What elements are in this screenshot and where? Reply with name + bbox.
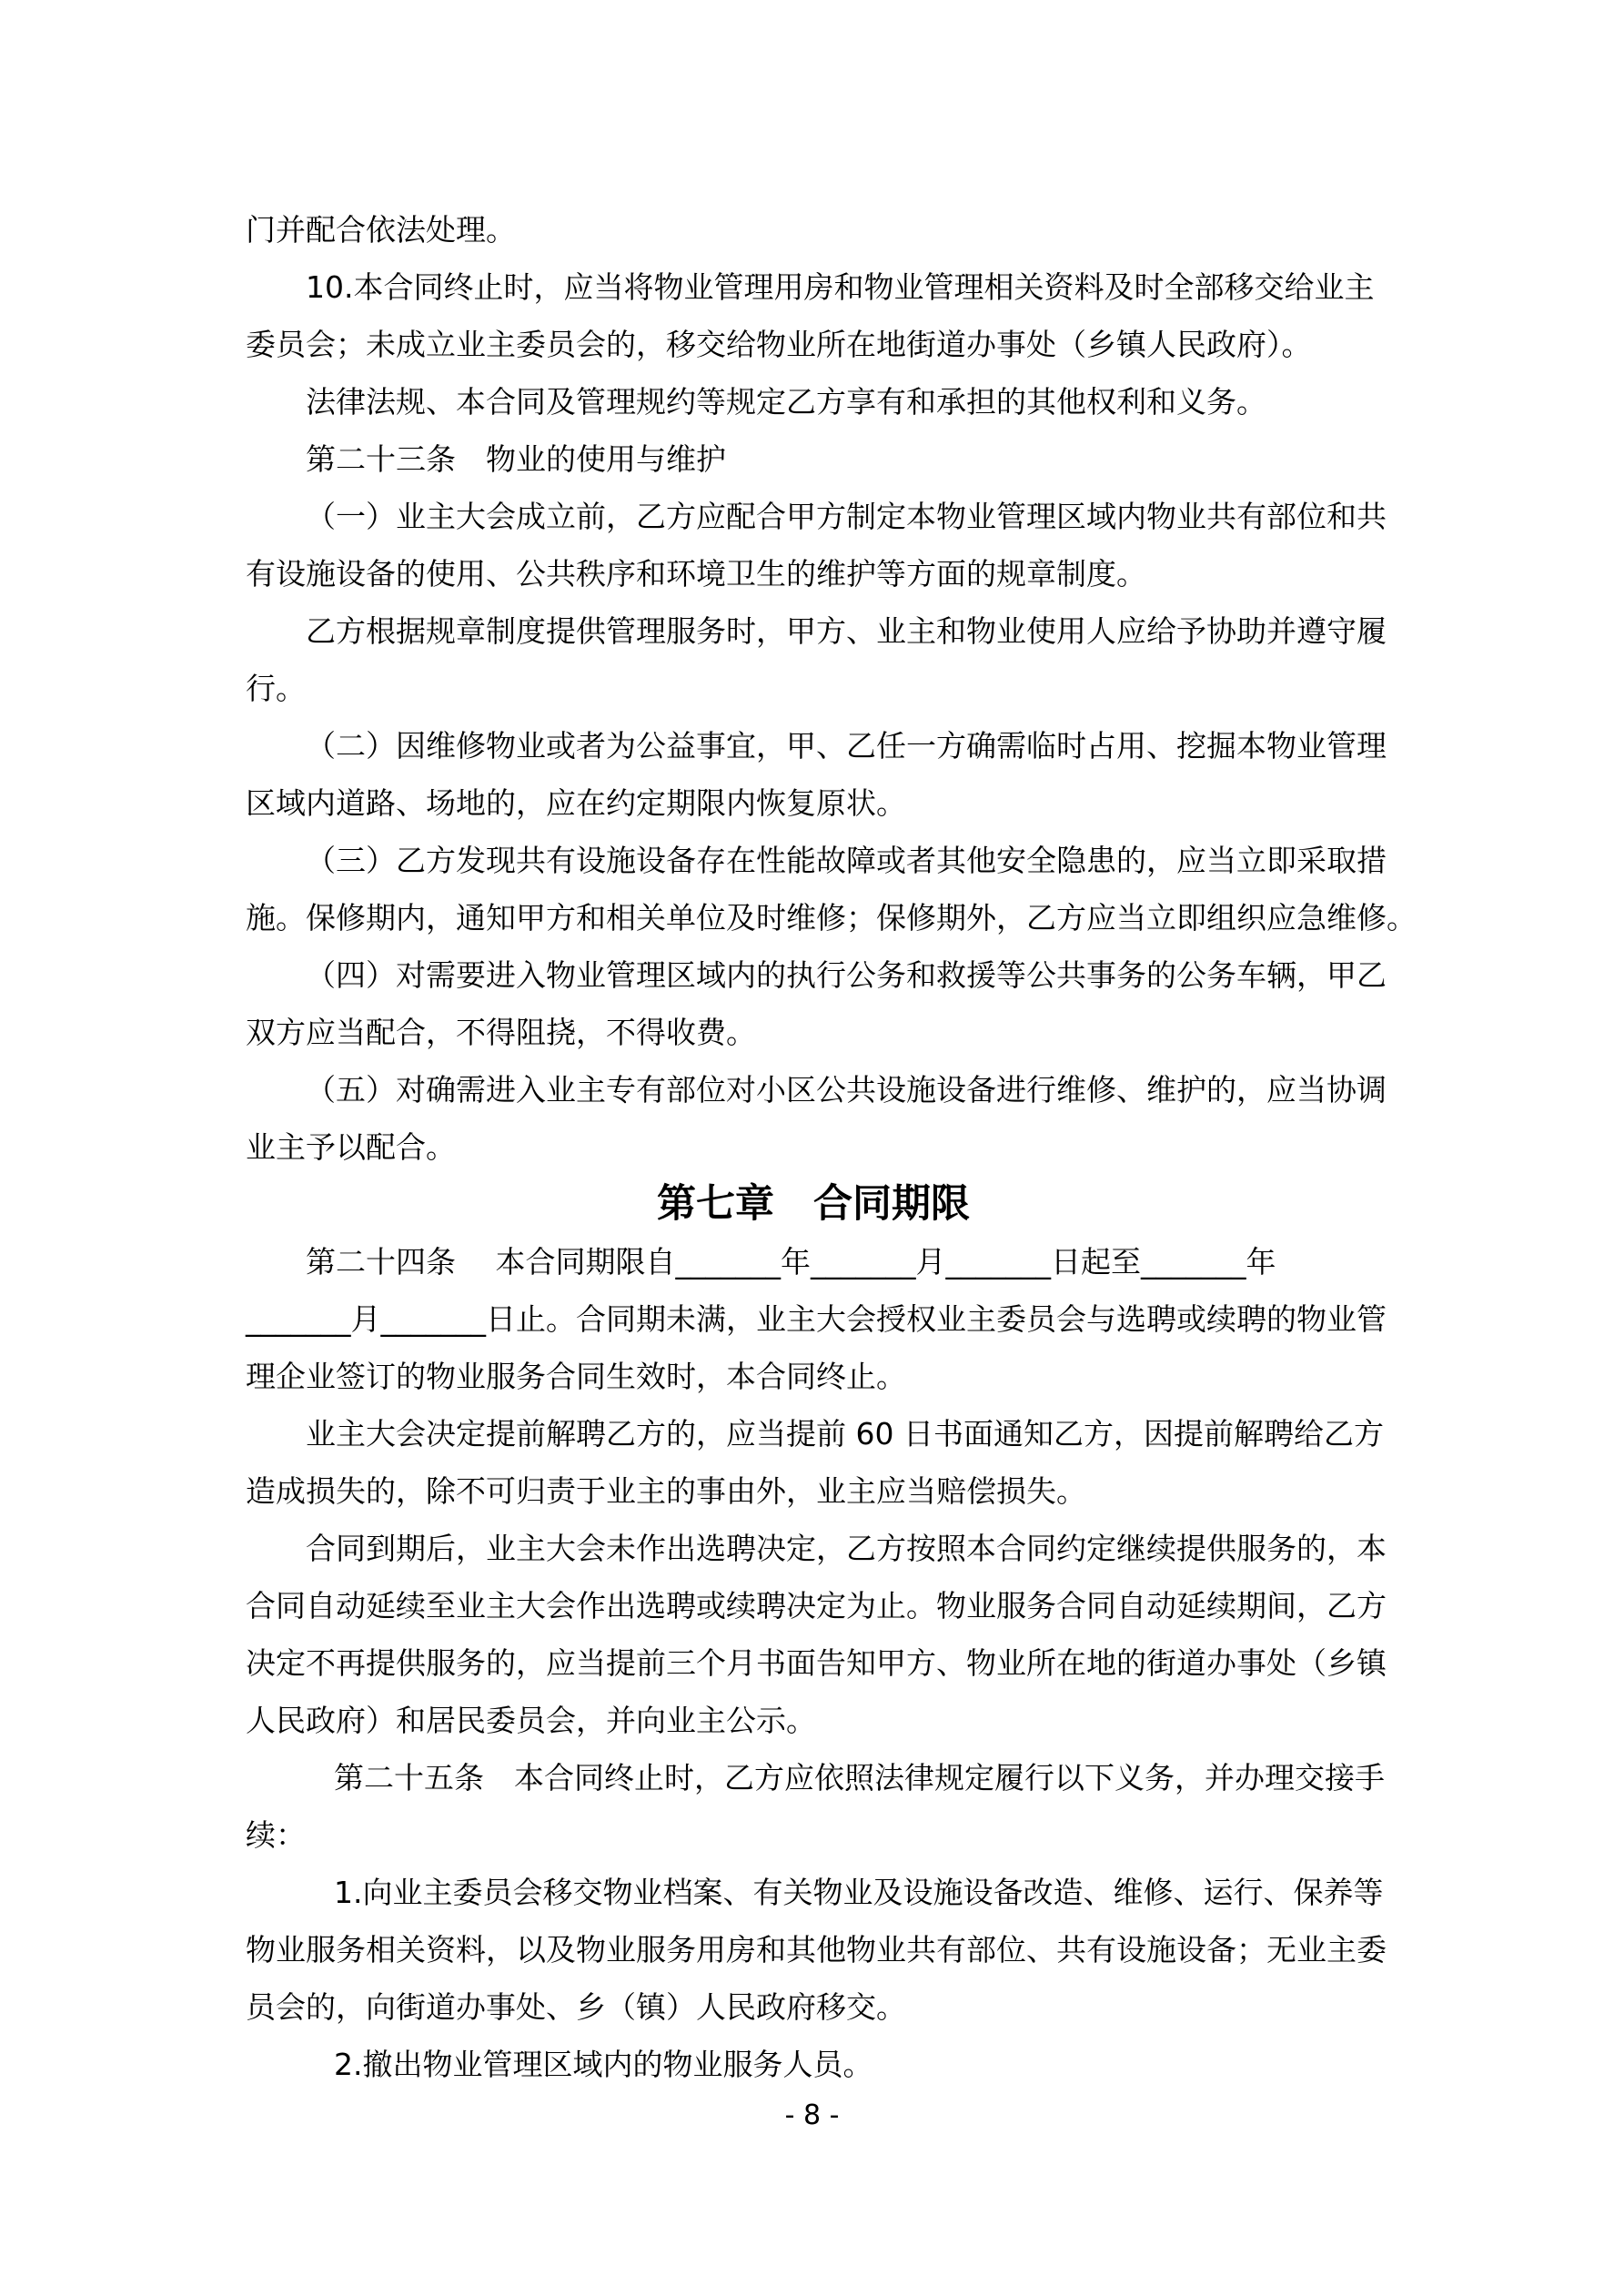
chapter-heading: 第七章 合同期限	[657, 1181, 970, 1227]
text-line: 业主大会决定提前解聘乙方的，应当提前 60 日书面通知乙方，因提前解聘给乙方	[306, 1416, 1384, 1451]
text-line: 2.撤出物业管理区域内的物业服务人员。	[334, 2047, 873, 2082]
text-line: 行。	[246, 671, 306, 706]
text-line: 物业服务相关资料，以及物业服务用房和其他物业共有部位、共有设施设备；无业主委	[246, 1932, 1387, 1967]
contract-body	[246, 201, 1417, 2093]
text-line: 员会的，向街道办事处、乡（镇）人民政府移交。	[246, 1989, 906, 2025]
text-line: 决定不再提供服务的，应当提前三个月书面告知甲方、物业所在地的街道办事处（乡镇	[246, 1645, 1387, 1681]
text-line: （一）业主大会成立前，乙方应配合甲方制定本物业管理区域内物业共有部位和共	[306, 499, 1387, 534]
text-line: 理企业签订的物业服务合同生效时，本合同终止。	[246, 1359, 906, 1394]
text-line: 区域内道路、场地的，应在约定期限内恢复原状。	[246, 785, 906, 821]
text-line: 10.本合同终止时，应当将物业管理用房和物业管理相关资料及时全部移交给业主	[306, 269, 1375, 305]
text-line: _______月_______日止。合同期未满，业主大会授权业主委员会与选聘或续聘的物业管	[246, 1301, 1387, 1337]
text-line: （五）对确需进入业主专有部位对小区公共设施设备进行维修、维护的，应当协调	[306, 1072, 1387, 1108]
text-line: 第二十三条 物业的使用与维护	[306, 441, 726, 477]
page-number: - 8 -	[784, 2099, 840, 2131]
text-line: 双方应当配合，不得阻挠，不得收费。	[246, 1015, 756, 1050]
text-line: （二）因维修物业或者为公益事宜，甲、乙任一方确需临时占用、挖掘本物业管理	[306, 728, 1387, 764]
text-line: 门并配合依法处理。	[246, 212, 516, 248]
text-line: 乙方根据规章制度提供管理服务时，甲方、业主和物业使用人应给予协助并遵守履	[306, 613, 1387, 649]
text-line: 1.向业主委员会移交物业档案、有关物业及设施设备改造、维修、运行、保养等	[334, 1875, 1384, 1910]
text-line: 第二十四条 本合同期限自_______年_______月_______日起至_______年	[306, 1244, 1276, 1279]
text-line: （四）对需要进入物业管理区域内的执行公务和救援等公共事务的公务车辆，甲乙	[306, 957, 1387, 993]
text-line: 施。保修期内，通知甲方和相关单位及时维修；保修期外，乙方应当立即组织应急维修。	[246, 900, 1417, 936]
text-line: 造成损失的，除不可归责于业主的事由外，业主应当赔偿损失。	[246, 1473, 1086, 1509]
text-line: 合同自动延续至业主大会作出选聘或续聘决定为止。物业服务合同自动延续期间，乙方	[246, 1588, 1387, 1623]
text-line: 法律法规、本合同及管理规约等规定乙方享有和承担的其他权利和义务。	[306, 384, 1266, 420]
text-line: 业主予以配合。	[246, 1129, 456, 1165]
text-line: （三）乙方发现共有设施设备存在性能故障或者其他安全隐患的，应当立即采取措	[306, 843, 1387, 878]
text-line: 第二十五条 本合同终止时，乙方应依照法律规定履行以下义务，并办理交接手	[334, 1760, 1385, 1795]
text-line: 续：	[246, 1817, 306, 1853]
text-line: 人民政府）和居民委员会，并向业主公示。	[246, 1703, 816, 1738]
text-line: 有设施设备的使用、公共秩序和环境卫生的维护等方面的规章制度。	[246, 556, 1146, 592]
text-line: 委员会；未成立业主委员会的，移交给物业所在地街道办事处（乡镇人民政府）。	[246, 327, 1312, 362]
text-line: 合同到期后，业主大会未作出选聘决定，乙方按照本合同约定继续提供服务的，本	[306, 1531, 1387, 1566]
